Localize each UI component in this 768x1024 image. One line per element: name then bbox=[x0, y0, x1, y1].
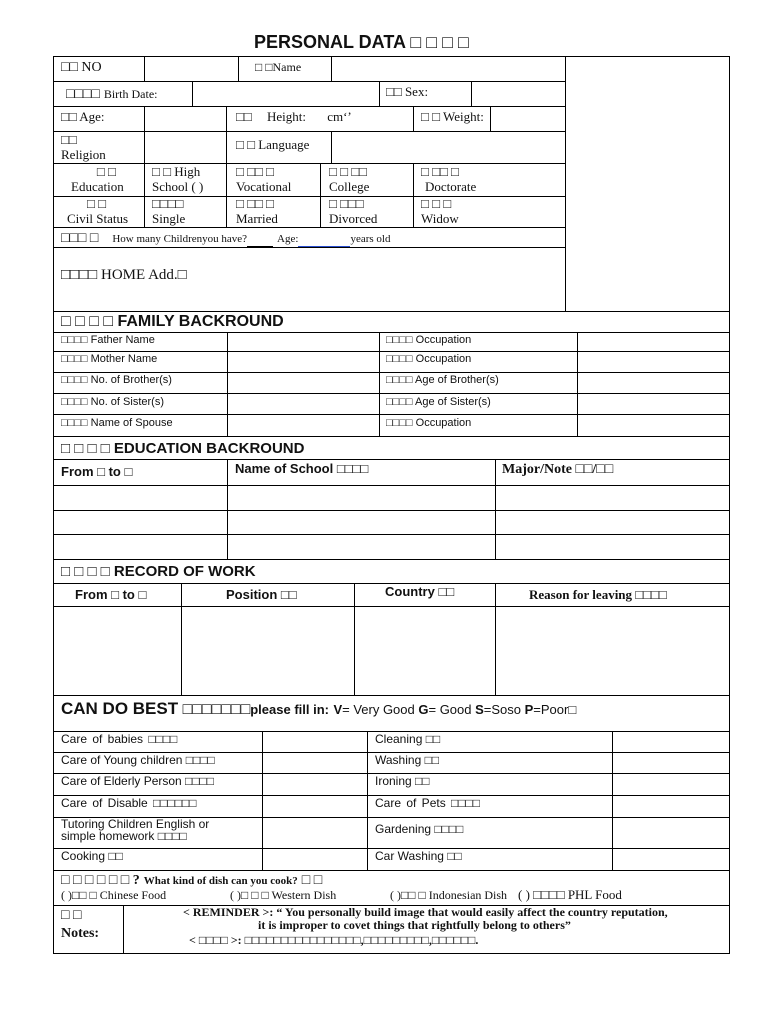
work-heading-text: RECORD OF WORK bbox=[113, 563, 256, 580]
education-label bbox=[71, 165, 124, 195]
legend-v: V bbox=[333, 702, 343, 717]
family-heading-cjk: □ □ □ □ bbox=[61, 313, 113, 330]
legend-s-text: =Soso bbox=[483, 702, 525, 717]
skill-disable: Care of Disable □□□□□□ bbox=[61, 796, 197, 810]
legend-p: P bbox=[524, 702, 534, 717]
dish-indonesian-option[interactable]: ( )□□ □ Indonesian Dish bbox=[390, 888, 508, 902]
height-en: Height: bbox=[266, 109, 306, 124]
civil-cjk: □ □ bbox=[87, 196, 106, 211]
civil-status-label bbox=[67, 197, 128, 227]
children-count-field[interactable] bbox=[247, 233, 273, 247]
dish-question-text: What kind of dish can you cook? bbox=[143, 875, 298, 887]
brothers-count-field[interactable] bbox=[228, 373, 378, 392]
rating-washing[interactable] bbox=[613, 753, 728, 772]
sisters-count-field[interactable] bbox=[228, 394, 378, 413]
brothers-count-label: □□□□ No. of Brother(s) bbox=[61, 374, 172, 386]
rating-young-children[interactable] bbox=[263, 753, 366, 772]
no-label: □□ NO bbox=[61, 60, 102, 75]
age-field[interactable] bbox=[145, 107, 225, 130]
rating-tutoring[interactable] bbox=[263, 818, 366, 847]
language-label: □ □ Language bbox=[236, 137, 310, 152]
skills-heading-text: CAN DO BEST bbox=[61, 699, 179, 718]
single-en: Single bbox=[152, 210, 186, 226]
widow-option[interactable] bbox=[421, 197, 459, 227]
education-heading-text: EDUCATION BACKROUND bbox=[113, 440, 305, 457]
sisters-count-label: □□□□ No. of Sister(s) bbox=[61, 396, 164, 408]
education-heading bbox=[61, 440, 304, 457]
religion-cjk: □□ bbox=[61, 132, 77, 147]
title-text: PERSONAL DATA bbox=[254, 32, 406, 52]
widow-cjk: □ □ □ bbox=[421, 196, 452, 211]
legend-v-text: = Very Good bbox=[342, 702, 419, 717]
birth-label bbox=[66, 85, 157, 103]
weight-label: □ □ Weight: bbox=[421, 109, 484, 124]
dish-question bbox=[61, 871, 322, 889]
rating-cooking[interactable] bbox=[263, 849, 366, 869]
mother-name-field[interactable] bbox=[228, 352, 378, 371]
sex-label: □□ Sex: bbox=[386, 84, 429, 99]
skill-young-children: Care of Young children □□□□ bbox=[61, 753, 215, 767]
legend-g: G bbox=[418, 702, 429, 717]
children-age-label: Age: bbox=[277, 233, 299, 245]
skills-heading bbox=[61, 699, 576, 719]
family-heading bbox=[61, 313, 284, 331]
doctorate-cjk: □ □□ □ bbox=[421, 164, 459, 179]
photo-area[interactable] bbox=[566, 57, 729, 310]
work-heading bbox=[61, 563, 256, 580]
skill-cleaning: Cleaning □□ bbox=[375, 732, 441, 746]
rating-gardening[interactable] bbox=[613, 818, 728, 847]
skill-pets: Care of Pets □□□□ bbox=[375, 796, 481, 810]
skill-babies: Care of babies □□□□ bbox=[61, 732, 178, 746]
work-col-position: Position □□ bbox=[226, 587, 297, 602]
children-age-field[interactable] bbox=[298, 233, 350, 247]
years-old-label: years old bbox=[350, 233, 391, 245]
skill-gardening: Gardening □□□□ bbox=[375, 822, 464, 836]
edu-col-from: From □ to □ bbox=[61, 464, 133, 479]
rating-babies[interactable] bbox=[263, 732, 366, 751]
page-title bbox=[254, 32, 469, 53]
notes-label bbox=[61, 907, 99, 943]
age-label: □□ Age: bbox=[61, 109, 105, 124]
vocational-cjk: □ □□ □ bbox=[236, 164, 274, 179]
sisters-age-field[interactable] bbox=[578, 394, 728, 413]
dish-question-end: □ □ bbox=[301, 873, 323, 888]
doctorate-en: Doctorate bbox=[425, 178, 477, 194]
reminder-line-1: < REMINDER >: “ You personally build image that would easily affect the country reputation, bbox=[183, 905, 668, 919]
vocational-en: Vocational bbox=[236, 178, 292, 194]
high-school-cjk: □ □ High bbox=[152, 164, 201, 179]
divorced-option[interactable] bbox=[329, 197, 377, 227]
title-cjk: □ □ □ □ bbox=[410, 32, 469, 52]
rating-car-washing[interactable] bbox=[613, 849, 728, 869]
spouse-name-label: □□□□ Name of Spouse bbox=[61, 417, 173, 429]
work-col-from: From □ to □ bbox=[75, 587, 147, 602]
rating-pets[interactable] bbox=[613, 796, 728, 816]
married-option[interactable] bbox=[236, 197, 278, 227]
skill-cooking: Cooking □□ bbox=[61, 849, 123, 863]
work-col-reason: Reason for leaving □□□□ bbox=[529, 587, 667, 602]
skill-elderly: Care of Elderly Person □□□□ bbox=[61, 774, 215, 788]
sex-field[interactable] bbox=[472, 82, 564, 105]
rating-cleaning[interactable] bbox=[613, 732, 728, 751]
home-address-field[interactable] bbox=[210, 250, 562, 308]
name-field[interactable] bbox=[332, 57, 564, 80]
mother-occupation-field[interactable] bbox=[578, 352, 728, 371]
father-occupation-field[interactable] bbox=[578, 333, 728, 351]
legend-s: S bbox=[475, 702, 484, 717]
birth-cjk: □□□□ bbox=[66, 87, 100, 102]
edu-row-1[interactable] bbox=[54, 486, 729, 509]
college-cjk: □ □ □□ bbox=[329, 164, 367, 179]
college-option[interactable] bbox=[329, 165, 369, 195]
birth-en: Birth Date: bbox=[103, 87, 158, 101]
vocational-option[interactable] bbox=[236, 165, 291, 195]
no-field[interactable] bbox=[145, 57, 237, 80]
height-cjk: □□ bbox=[236, 109, 252, 124]
widow-en: Widow bbox=[421, 210, 459, 226]
high-school-option[interactable] bbox=[152, 165, 203, 195]
rating-elderly[interactable] bbox=[263, 774, 366, 794]
edu-row-2[interactable] bbox=[54, 511, 729, 533]
dish-western-option[interactable]: ( )□ □ □ Western Dish bbox=[230, 888, 337, 902]
work-reason-field[interactable] bbox=[496, 607, 729, 694]
work-from-field[interactable] bbox=[54, 607, 180, 694]
skill-ironing: Ironing □□ bbox=[375, 774, 430, 788]
religion-field[interactable] bbox=[145, 132, 225, 162]
married-en: Married bbox=[236, 210, 278, 226]
home-address-label: □□□□ HOME Add.□ bbox=[61, 267, 187, 283]
reminder-line-2: it is improper to covet things that rightfully belong to others” bbox=[258, 918, 571, 932]
skills-legend bbox=[333, 702, 576, 717]
high-school-en: School ( ) bbox=[152, 178, 204, 194]
spouse-occupation-label: □□□□ Occupation bbox=[386, 417, 472, 429]
skill-car-washing: Car Washing □□ bbox=[375, 849, 462, 863]
father-name-field[interactable] bbox=[228, 333, 378, 351]
reminder-line-3: < □□□□ >: □□□□□□□□□□□□□□□□,□□□□□□□□□,□□□□□□. bbox=[189, 933, 479, 947]
father-name-label: □□□□ Father Name bbox=[61, 334, 155, 346]
name-label: □ □Name bbox=[255, 60, 302, 74]
single-option[interactable] bbox=[152, 197, 185, 227]
children-question: How many Childrenyou have? bbox=[112, 233, 248, 245]
work-heading-cjk: □ □ □ □ bbox=[61, 563, 110, 580]
dish-chinese-option[interactable]: ( )□□ □ Chinese Food bbox=[61, 888, 167, 902]
height-unit: cm‘’ bbox=[327, 109, 352, 124]
dish-phl-option[interactable]: ( ) □□□□ PHL Food bbox=[518, 887, 622, 902]
edu-row-3[interactable] bbox=[54, 535, 729, 558]
notes-label-text: Notes: bbox=[61, 926, 100, 941]
single-cjk: □□□□ bbox=[152, 196, 184, 211]
birth-field[interactable] bbox=[193, 82, 378, 105]
rating-disable[interactable] bbox=[263, 796, 366, 816]
brothers-age-field[interactable] bbox=[578, 373, 728, 392]
legend-g-text: = Good bbox=[428, 702, 476, 717]
mother-occupation-label: □□□□ Occupation bbox=[386, 353, 472, 365]
weight-field[interactable] bbox=[491, 107, 564, 130]
skill-tutoring: Tutoring Children English or simple homework □□□□ bbox=[61, 817, 210, 843]
education-en: Education bbox=[71, 178, 124, 194]
dish-question-cjk: □ □ □ □ □ □ ? bbox=[61, 873, 140, 888]
language-field[interactable] bbox=[332, 132, 564, 162]
divorced-en: Divorced bbox=[329, 210, 378, 226]
spouse-occupation-field[interactable] bbox=[578, 415, 728, 435]
height-label bbox=[236, 110, 352, 125]
mother-name-label: □□□□ Mother Name bbox=[61, 353, 158, 365]
civil-en: Civil Status bbox=[67, 210, 129, 226]
work-position-field[interactable] bbox=[182, 607, 353, 694]
children-cjk: □□□ □ bbox=[61, 231, 99, 246]
legend-p-text: =Poor□ bbox=[533, 702, 577, 717]
children-row bbox=[61, 229, 390, 247]
edu-col-major: Major/Note □□/□□ bbox=[502, 462, 614, 477]
skill-washing: Washing □□ bbox=[375, 753, 440, 767]
father-occupation-label: □□□□ Occupation bbox=[386, 334, 472, 346]
education-cjk: □ □ bbox=[96, 164, 116, 179]
brothers-age-label: □□□□ Age of Brother(s) bbox=[386, 374, 499, 386]
sisters-age-label: □□□□ Age of Sister(s) bbox=[386, 396, 491, 408]
edu-col-school: Name of School □□□□ bbox=[235, 461, 369, 476]
work-col-country: Country □□ bbox=[385, 584, 455, 599]
education-heading-cjk: □ □ □ □ bbox=[61, 440, 110, 457]
notes-label-cjk: □ □ bbox=[61, 908, 82, 923]
religion-en: Religion bbox=[61, 146, 106, 162]
family-heading-text: FAMILY BACKROUND bbox=[117, 313, 284, 330]
work-country-field[interactable] bbox=[355, 607, 494, 694]
religion-label bbox=[61, 133, 106, 163]
married-cjk: □ □□ □ bbox=[236, 196, 274, 211]
divorced-cjk: □ □□□ bbox=[329, 196, 364, 211]
college-en: College bbox=[329, 178, 370, 194]
doctorate-option[interactable] bbox=[421, 165, 476, 195]
skills-heading-cjk: □□□□□□□ bbox=[182, 701, 251, 718]
skills-fill-instruction: please fill in: bbox=[250, 702, 329, 717]
spouse-name-field[interactable] bbox=[228, 415, 378, 435]
rating-ironing[interactable] bbox=[613, 774, 728, 794]
